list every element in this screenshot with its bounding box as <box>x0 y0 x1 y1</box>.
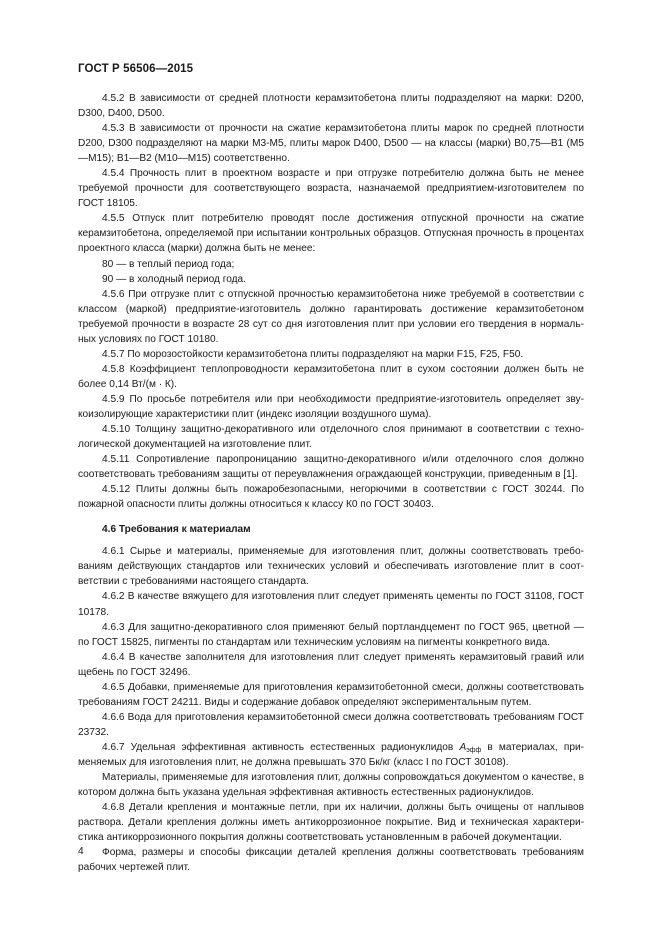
paragraph-4-5-10: 4.5.10 Толщину защитно-декоративного или отделочного слоя принимают в соответствии с технологической документацией на изготовление плит. <box>78 424 584 451</box>
paragraph-4-6-8-continued: Форма, размеры и способы фиксации деталей крепления должны соответствовать требованиям рабочих чертежей плит. <box>78 847 584 874</box>
paragraph-4-6-7 <box>78 740 584 770</box>
list-item-warm-period: 80 — в теплый период года; <box>102 258 235 270</box>
paragraph-4-6-7-start: 4.6.7 Удельная эффективная активность естественных радионуклидов <box>102 741 460 753</box>
paragraph-4-5-11: 4.5.11 Сопротивление паропроницанию защитно-декоративного и/или отделочного слоя должно соответствовать требованиям защиты от переувлажнения ограждающей конструкции, приведенным в [1]. <box>78 454 584 481</box>
paragraph-4-5-6: 4.5.6 При отгрузке плит с отпускной прочностью керамзитобетона ниже требуемой в соответствии с классом (маркой) предприятие-изготовитель должно гарантировать достижение керамзитобетоном требуемой прочности в возрасте 28 сут со дня изготовления плит при условии его твердения в нормальных условиях по ГОСТ 10180. <box>78 288 584 345</box>
paragraph-4-6-4: 4.6.4 В качестве заполнителя для изготовления плит следует применять керамзитовый гравий или щебень по ГОСТ 32496. <box>78 651 584 678</box>
paragraph-4-5-3: 4.5.3 В зависимости от прочности на сжатие керамзитобетона плиты марок по средней плотности D200, D300 подразделяют на марки М3-М5, плиты марок D400, D500 — на классы (марки) B0,75—B1 (M5—M15); B1—B2 (M10—M15) соответственно. <box>78 123 584 165</box>
paragraph-4-5-2: 4.5.2 В зависимости от средней плотности керамзитобетона плиты подразделяют на марки: D200, D300, D400, D500. <box>78 93 584 120</box>
paragraph-4-6-3: 4.6.3 Для защитно-декоративного слоя применяют белый портландцемент по ГОСТ 965, цветной — по ГОСТ 15825, пигменты по стандартам или техническим условиям на пигменты конкретного вида. <box>78 621 584 648</box>
paragraph-4-6-6: 4.6.6 Вода для приготовления керамзитобетонной смеси должна соответствовать требованиям ГОСТ 23732. <box>78 711 584 738</box>
paragraph-4-6-5: 4.6.5 Добавки, применяемые для приготовления керамзитобетонной смеси, должны соответствовать требованиям ГОСТ 24211. Виды и содержание добавок определяют экспериментальным путем. <box>78 681 584 708</box>
list-item-cold-period: 90 — в холодный период года. <box>102 273 246 285</box>
paragraph-4-6-7-end: в материалах, применяемых для изготовления плит, не должна превышать 370 Бк/кг (класс I по ГОСТ 30108). <box>78 741 585 768</box>
page-number: 4 <box>78 846 84 857</box>
paragraph-4-6-1: 4.6.1 Сырье и материалы, применяемые для изготовления плит, должны соответствовать требованиям действующих стандартов или технических условий и обеспечивать изготовление плит в соответствии с требованиями настоящего стандарта. <box>78 546 584 588</box>
paragraph-4-6-7-continued: Материалы, применяемые для изготовления плит, должны сопровождаться документом о качестве, в котором должна быть указана удельная эффективная активность естественных радионуклидов. <box>78 772 584 799</box>
activity-symbol-subscript: эфф <box>466 746 482 754</box>
paragraph-4-5-12: 4.5.12 Плиты должны быть пожаробезопасными, негорючими в соответствии с ГОСТ 30244. По пожарной опасности плиты должны относиться к классу К0 по ГОСТ 30403. <box>78 484 584 511</box>
paragraph-4-5-5: 4.5.5 Отпуск плит потребителю проводят после достижения отпускной прочности на сжатие керамзитобетона, определяемой при испытании контрольных образцов. Отпускная прочность в процентах проектного класса (марки) должна быть не менее: <box>78 213 584 255</box>
section-heading-4-6: 4.6 Требования к материалам <box>102 524 251 536</box>
document-header: ГОСТ Р 56506—2015 <box>78 63 194 75</box>
document-body <box>78 91 584 875</box>
paragraph-4-5-9: 4.5.9 По просьбе потребителя или при необходимости предприятие-изготовитель определяет звукоизолирующие характеристики плит (индекс изоляции воздушного шума). <box>78 393 584 420</box>
paragraph-4-6-2: 4.6.2 В качестве вяжущего для изготовления плит следует применять цементы по ГОСТ 31108, ГОСТ 10178. <box>78 591 584 618</box>
paragraph-4-5-7: 4.5.7 По морозостойкости керамзитобетона плиты подразделяют на марки F15, F25, F50. <box>102 348 524 360</box>
paragraph-4-5-8: 4.5.8 Коэффициент теплопроводности керамзитобетона плит в сухом состоянии должен быть не более 0,14 Вт/(м · К). <box>78 363 584 390</box>
activity-symbol: А <box>459 741 467 753</box>
paragraph-4-5-4: 4.5.4 Прочность плит в проектном возрасте и при отгрузке потребителю должна быть не менее требуемой прочности для соответствующего возраста, назначаемой предприятием-изготовителем по ГОСТ 18105. <box>78 168 584 210</box>
paragraph-4-6-8: 4.6.8 Детали крепления и монтажные петли, при их наличии, должны быть очищены от наплывов раствора. Детали крепления должны иметь антикоррозионное покрытие. Вид и техническая характеристика антикоррозионного покрытия должны соответствовать установленным в рабочей документации. <box>78 802 584 844</box>
